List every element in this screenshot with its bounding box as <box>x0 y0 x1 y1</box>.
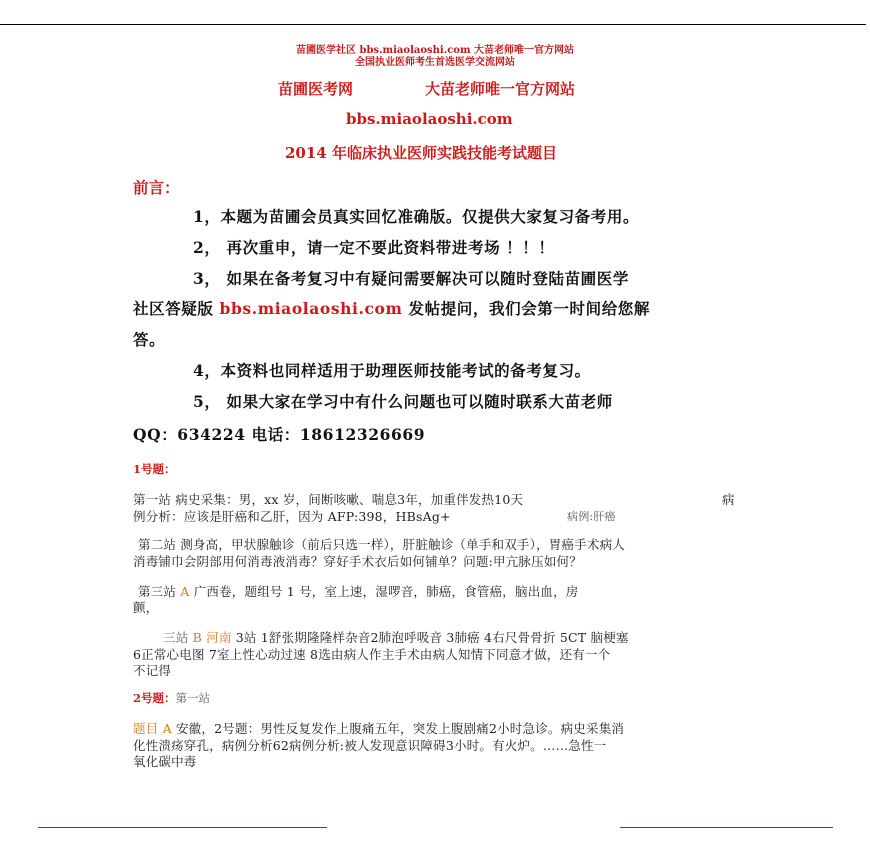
q1-alt-line1 <box>163 628 629 646</box>
site-name: 苗圃医考网 <box>278 80 354 98</box>
site-slogan: 大苗老师唯一官方网站 <box>425 80 576 98</box>
q1-label: 1号题： <box>133 462 176 476</box>
q2-line2: 化性溃疡穿孔，病例分析62病例分析:被人发现意识障碍3小时。有火炉。……急性一 <box>133 738 607 753</box>
top-rule <box>0 24 866 25</box>
q2-line3: 氧化碳中毒 <box>133 754 197 769</box>
q1-station3-text: 广西卷，题组号 1 号，室上速，湿啰音，肺癌，食管癌，脑出血，房 <box>189 584 579 599</box>
contact-line: QQ：634224 电话：18612326669 <box>133 425 426 444</box>
q2-label: 2号题： <box>133 691 176 705</box>
preface-item-3-line2 <box>133 297 650 319</box>
q1-station3-tag: A <box>180 584 190 599</box>
q2-line1 <box>133 719 624 737</box>
q1-station1-line1-tail: 病 <box>722 492 735 507</box>
preface-item-2: 2， 再次重申，请一定不要此资料带进考场 ！！！ <box>193 238 555 257</box>
preface-item-3-suffix: 发帖提问，我们会第一时间给您解 <box>402 299 650 318</box>
q1-alt-prefix: 三站 <box>163 630 193 645</box>
preface-item-3-line1: 3， 如果在备考复习中有疑问需要解决可以随时登陆苗圃医学 <box>193 269 629 288</box>
q1-station1-line2-tail: 病例:肝癌 <box>567 510 616 523</box>
preface-item-4: 4，本资料也同样适用于助理医师技能考试的备考复习。 <box>193 361 591 380</box>
q1-station2-line1: 第二站 测身高，甲状腺触诊（前后只选一样），肝脏触诊（单手和双手），胃癌手术病人 <box>138 537 625 552</box>
q2-header <box>133 690 210 706</box>
preface-item-5: 5， 如果大家在学习中有什么问题也可以随时联系大苗老师 <box>193 392 613 411</box>
q1-alt-tag: B 河南 <box>192 630 232 645</box>
preface-item-1: 1，本题为苗圃会员真实回忆准确版。仅提供大家复习备考用。 <box>193 207 640 226</box>
preface-label: 前言： <box>133 178 180 197</box>
q1-station3-line1 <box>138 582 579 600</box>
site-url[interactable]: bbs.miaolaoshi.com <box>346 110 513 128</box>
header-line1: 苗圃医学社区 bbs.miaolaoshi.com 大苗老师唯一官方网站 <box>295 45 575 56</box>
q1-station1-line1: 第一站 病史采集：男，xx 岁，间断咳嗽、喘息3年，加重伴发热10天 <box>133 492 524 507</box>
header-line2: 全国执业医师考生首选医学交流网站 <box>355 57 515 68</box>
q1-station3-prefix: 第三站 <box>138 584 181 599</box>
q1-alt-line3: 不记得 <box>133 663 172 678</box>
footer-rule-right <box>620 827 833 828</box>
q1-station2-line2: 消毒铺巾会阴部用何消毒液消毒？穿好手术衣后如何铺单？问题:甲亢脉压如何？ <box>133 554 582 569</box>
q2-text: 安徽，2号题：男性反复发作上腹痛五年，突发上腹剧痛2小时急诊。病史采集消 <box>171 721 625 736</box>
forum-link[interactable]: bbs.miaolaoshi.com <box>219 299 403 318</box>
preface-item-3-line3: 答。 <box>133 330 166 349</box>
q2-label-tail: 第一站 <box>175 691 211 705</box>
q1-station3-line2: 颤， <box>133 600 159 615</box>
exam-title: 2014 年临床执业医师实践技能考试题目 <box>285 144 557 162</box>
q1-alt-line2: 6正常心电图 7室上性心动过速 8选由病人作主手术由病人知情下同意才做，还有一个 <box>133 647 611 662</box>
preface-item-3-prefix: 社区答疑版 <box>133 299 220 318</box>
q1-alt-text: 3站 1舒张期隆隆样杂音2肺泡呼吸音 3肺癌 4右尺骨骨折 5CT 脑梗塞 <box>231 630 629 645</box>
q2-tag: 题目 A <box>133 721 172 736</box>
q1-station1-line2: 例分析：应该是肝癌和乙肝，因为 AFP:398，HBsAg+ <box>133 509 451 524</box>
footer-rule-left <box>38 827 327 828</box>
